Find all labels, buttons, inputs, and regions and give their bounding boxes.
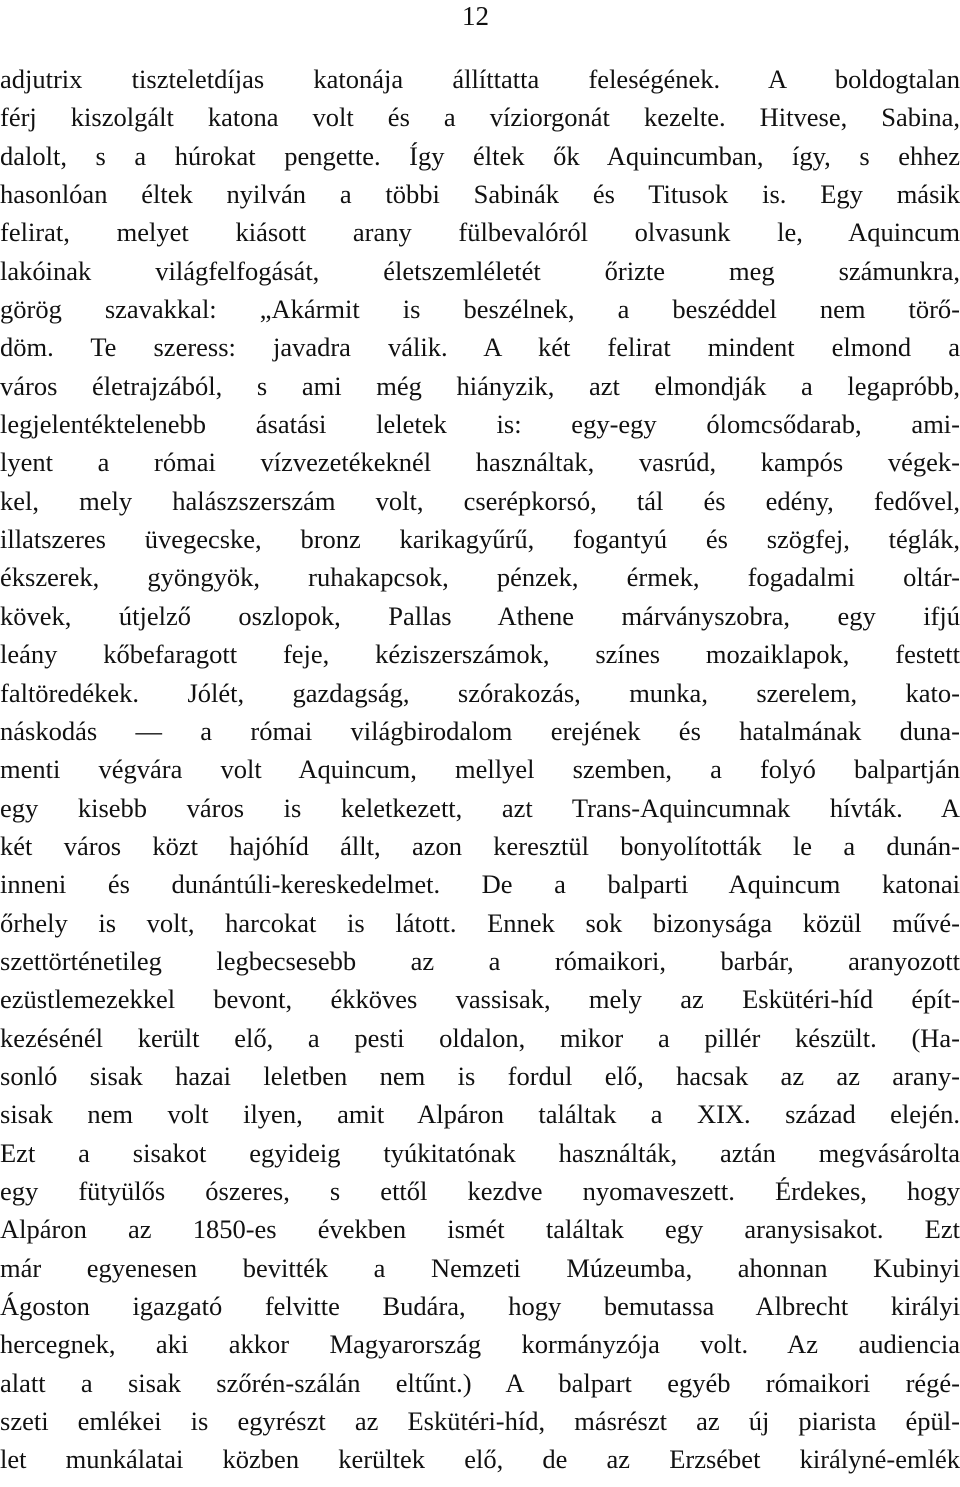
text-line: menti végvára volt Aquincum, mellyel szemben, a folyó balpartján [0, 754, 960, 785]
text-line: adjutrix tiszteletdíjas katonája állíttatta feleségének. A boldogtalan [0, 64, 960, 94]
text-line: let munkálatai közben kerültek elő, de az Erzsébet királyné-emlék [0, 1444, 960, 1475]
text-line: leány kőbefaragott feje, kéziszerszámok, színes mozaiklapok, festett [0, 639, 960, 670]
text-line: sonló sisak hazai leletben nem is fordul elő, hacsak az az arany- [0, 1060, 960, 1091]
text-line: felirat, melyet kiásott arany fülbevalóról olvasunk le, Aquincum [0, 217, 960, 248]
text-line: kel, mely halászszerszám volt, cserépkorsó, tál és edény, fedővel, [0, 485, 960, 516]
body-text [0, 60, 960, 1479]
text-line: férj kiszolgált katona volt és a víziorgonát kezelte. Hitvese, Sabina, [0, 102, 960, 133]
text-line: faltöredékek. Jólét, gazdagság, szórakozás, munka, szerelem, kato- [0, 677, 960, 708]
text-line: legjelentéktelenebb ásatási leletek is: egy-egy ólomcsődarab, ami- [0, 409, 960, 440]
text-line: kövek, útjelző oszlopok, Pallas Athene márványszobra, egy ifjú [0, 600, 960, 631]
text-line: már egyenesen bevitték a Nemzeti Múzeumba, ahonnan Kubinyi [0, 1252, 960, 1283]
text-line: város életrajzából, s ami még hiányzik, azt elmondják a legapróbb, [0, 370, 960, 401]
text-line: egy fütyülős ószeres, s ettől kezdve nyomaveszett. Érdekes, hogy [0, 1175, 960, 1206]
text-line: Ágoston igazgató felvitte Budára, hogy bemutassa Albrecht királyi [0, 1291, 960, 1321]
text-line: egy kisebb város is keletkezett, azt Trans-Aquincumnak hívták. A [0, 792, 960, 823]
text-line: őrhely is volt, harcokat is látott. Ennek sok bizonysága közül művé- [0, 907, 960, 938]
text-line: hasonlóan éltek nyilván a többi Sabinák és Titusok is. Egy másik [0, 179, 960, 210]
text-line: inneni és dunántúli-kereskedelmet. De a balparti Aquincum katonai [0, 869, 960, 900]
text-line: lakóinak világfelfogását, életszemléletét őrizte meg számunkra, [0, 255, 960, 286]
page-number: 12 [462, 1, 489, 31]
text-line: lyent a római vízvezetékeknél használtak, vasrúd, kampós végek- [0, 447, 960, 478]
text-line: sisak nem volt ilyen, amit Alpáron találtak a XIX. század elején. [0, 1099, 960, 1130]
text-line: alatt a sisak szőrén-szálán eltűnt.) A balpart egyéb rómaikori régé- [0, 1367, 960, 1398]
text-line: döm. Te szeress: javadra válik. A két felirat mindent elmond a [0, 332, 960, 363]
text-line: náskodás — a római világbirodalom erejének és hatalmának duna- [0, 715, 960, 746]
text-line: illatszeres üvegecske, bronz karikagyűrű, fogantyú és szögfej, téglák, [0, 524, 960, 555]
text-line: hercegnek, aki akkor Magyarország kormányzója volt. Az audiencia [0, 1329, 960, 1360]
text-line: szettörténetileg legbecsesebb az a rómaikori, barbár, aranyozott [0, 945, 960, 976]
text-line: ezüstlemezekkel bevont, ékköves vassisak, mely az Eskütéri-híd épít- [0, 984, 960, 1015]
text-line: kezésénél került elő, a pesti oldalon, mikor a pillér készült. (Ha- [0, 1022, 960, 1053]
text-line: dalolt, s a húrokat pengette. Így éltek ők Aquincumban, így, s ehhez [0, 140, 960, 171]
text-line: Ezt a sisakot egyideig tyúkitatónak használták, aztán megvásárolta [0, 1137, 960, 1168]
text-line: ékszerek, gyöngyök, ruhakapcsok, pénzek, érmek, fogadalmi oltár- [0, 562, 960, 593]
text-line: görög szavakkal: „Akármit is beszélnek, a beszéddel nem törő- [0, 294, 960, 325]
text-line: két város közt hajóhíd állt, azon keresztül bonyolították le a dunán- [0, 830, 960, 861]
text-line: Alpáron az 1850-es években ismét találtak egy aranysisakot. Ezt [0, 1214, 960, 1245]
text-line: szeti emlékei is egyrészt az Eskütéri-híd, másrészt az új piarista épül- [0, 1406, 960, 1437]
